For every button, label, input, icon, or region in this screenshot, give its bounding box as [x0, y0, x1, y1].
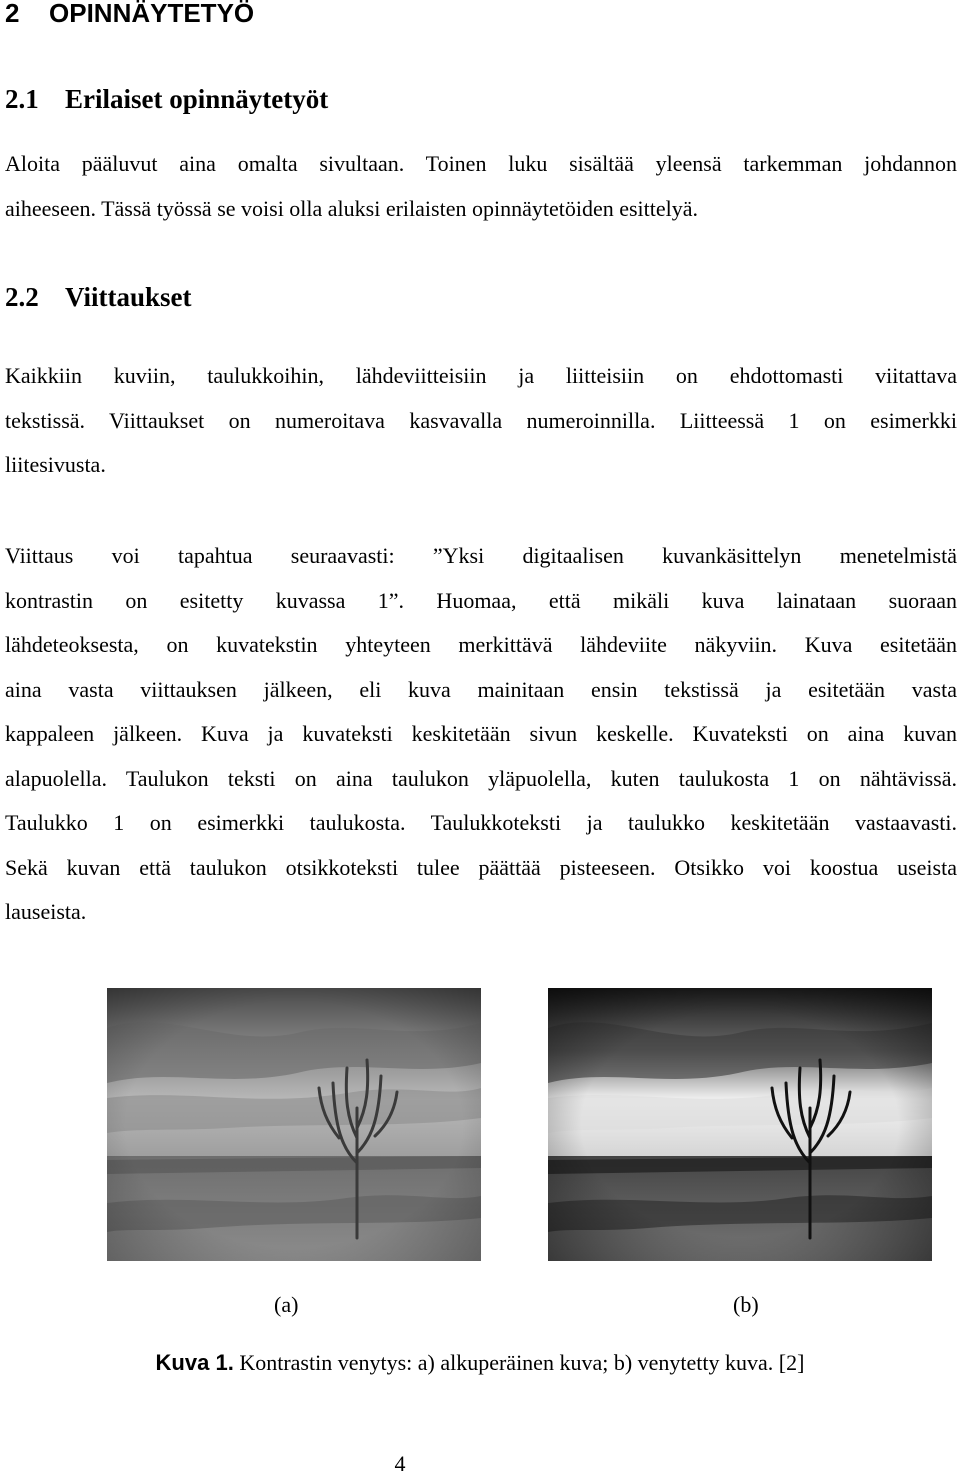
section-2-2-paragraph-1 — [5, 354, 957, 488]
section-2-2-title: Viittaukset — [65, 282, 192, 312]
text-line: lauseista. — [5, 899, 87, 924]
text-line: lähdeteoksesta, on kuvatekstin yhteyteen merkittävä lähdeviite näkyviin. Kuva esitetään — [5, 632, 957, 657]
text-line: liitesivusta. — [5, 452, 106, 477]
text-line: Kaikkiin kuviin, taulukkoihin, lähdeviitteisiin ja liitteisiin on ehdottomasti viitattava — [5, 363, 957, 388]
chapter-number: 2 — [5, 0, 20, 28]
figure-image-original — [107, 988, 481, 1261]
figure-label-a: (a) — [274, 1292, 299, 1317]
text-line: Taulukko 1 on esimerkki taulukosta. Taulukkoteksti ja taulukko keskitetään vastaavasti. — [5, 810, 957, 835]
section-2-2-heading — [5, 282, 192, 313]
text-line: aina vasta viittauksen jälkeen, eli kuva mainitaan ensin tekstissä ja esitetään vasta — [5, 676, 957, 702]
section-2-1-paragraph — [5, 142, 957, 231]
chapter-heading — [5, 0, 254, 29]
page-number: 4 — [394, 1451, 406, 1476]
section-2-1-title: Erilaiset opinnäytetyöt — [65, 84, 329, 114]
text-line: Sekä kuvan että taulukon otsikkoteksti tulee päättää pisteeseen. Otsikko voi koostua useista — [5, 854, 957, 880]
text-line: kappaleen jälkeen. Kuva ja kuvateksti keskitetään sivun keskelle. Kuvateksti on aina kuvan — [5, 721, 957, 746]
text-line: tekstissä. Viittaukset on numeroitava kasvavalla numeroinnilla. Liitteessä 1 on esimerkki — [5, 407, 957, 433]
text-line: Viittaus voi tapahtua seuraavasti: ”Yksi digitaalisen kuvankäsittelyn menetelmistä — [5, 543, 957, 568]
section-2-1-number: 2.1 — [5, 84, 39, 114]
figure-caption-label: Kuva 1. — [155, 1350, 234, 1375]
figure-caption — [0, 1350, 960, 1376]
text-line: aiheeseen. Tässä työssä se voisi olla aluksi erilaisten opinnäytetöiden esittelyä. — [5, 195, 699, 221]
figure-image-stretched — [548, 988, 932, 1261]
chapter-title: OPINNÄYTETYÖ — [49, 0, 255, 28]
figure-caption-text: Kontrastin venytys: a) alkuperäinen kuva; b) venytetty kuva. [2] — [233, 1350, 805, 1375]
text-line: kontrastin on esitetty kuvassa 1”. Huomaa, että mikäli kuva lainataan suoraan — [5, 587, 957, 613]
section-2-2-number: 2.2 — [5, 282, 39, 312]
text-line: alapuolella. Taulukon teksti on aina taulukon yläpuolella, kuten taulukosta 1 on nähtävissä. — [5, 765, 957, 791]
section-2-1-heading — [5, 84, 328, 115]
figure-label-b: (b) — [733, 1292, 759, 1317]
section-2-2-paragraph-2 — [5, 534, 957, 935]
text-line: Aloita pääluvut aina omalta sivultaan. Toinen luku sisältää yleensä tarkemman johdannon — [5, 151, 957, 176]
